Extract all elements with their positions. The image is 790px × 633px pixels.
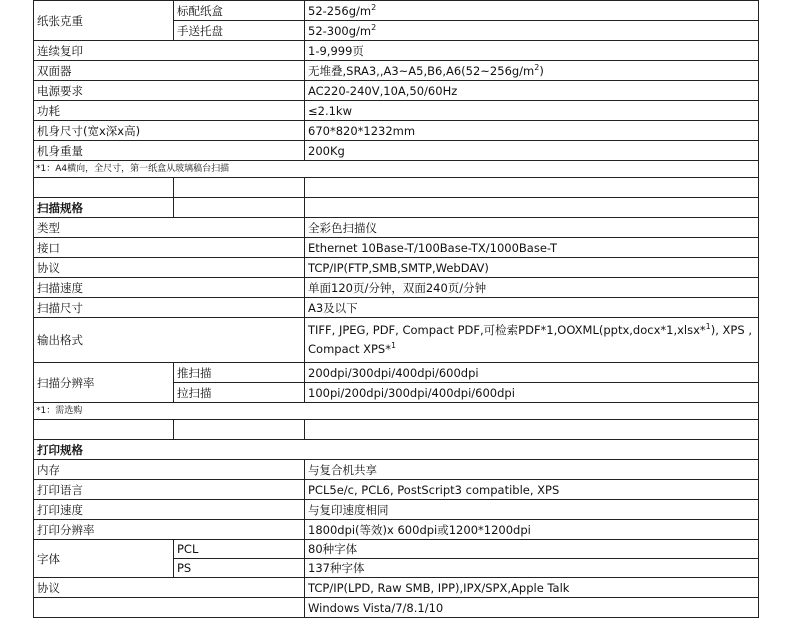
table-row <box>34 460 759 480</box>
spec-label: 连续复印 <box>34 41 305 61</box>
empty-cell <box>174 198 305 218</box>
table-row <box>34 141 759 161</box>
spec-sublabel: PCL <box>174 540 305 559</box>
spec-label: 机身重量 <box>34 141 305 161</box>
table-row <box>34 598 759 618</box>
spec-label: 功耗 <box>34 101 305 121</box>
spec-value: 137种字体 <box>305 559 759 578</box>
table-row <box>34 41 759 61</box>
spec-sublabel: 手送托盘 <box>174 21 305 41</box>
spec-label: 协议 <box>34 258 305 278</box>
table-row <box>34 520 759 540</box>
table-row <box>34 238 759 258</box>
spec-label: 打印分辨率 <box>34 520 305 540</box>
section-title: 打印规格 <box>34 440 759 460</box>
section-header-row <box>34 198 759 218</box>
spec-value: 与复合机共享 <box>305 460 759 480</box>
table-row <box>34 363 759 383</box>
table-row <box>34 121 759 141</box>
table-row <box>34 500 759 520</box>
table-row <box>34 403 759 420</box>
spec-value: Ethernet 10Base-T/100Base-TX/1000Base-T <box>305 238 759 258</box>
spec-label: 内存 <box>34 460 305 480</box>
spec-label: 字体 <box>34 540 174 578</box>
table-row <box>34 318 759 363</box>
spec-value: 100pi/200dpi/300dpi/400dpi/600dpi <box>305 383 759 403</box>
empty-cell <box>305 198 759 218</box>
spec-value: 全彩色扫描仪 <box>305 218 759 238</box>
spec-sublabel: 标配纸盒 <box>174 1 305 21</box>
spec-value: AC220-240V,10A,50/60Hz <box>305 81 759 101</box>
spec-value: 200Kg <box>305 141 759 161</box>
spec-value: Windows Vista/7/8.1/10 <box>305 598 759 618</box>
spec-value: 1800dpi(等效)x 600dpi或1200*1200dpi <box>305 520 759 540</box>
spec-value: PCL5e/c, PCL6, PostScript3 compatible, XPS <box>305 480 759 500</box>
empty-cell <box>34 420 174 440</box>
spec-label: 接口 <box>34 238 305 258</box>
spec-label: 扫描速度 <box>34 278 305 298</box>
empty-cell <box>34 178 174 198</box>
spec-label: 输出格式 <box>34 318 305 363</box>
spec-value: $52-256g/m^2$ <box>305 1 759 21</box>
table-row <box>34 161 759 178</box>
spec-value: 无堆叠$,SRA3,,A3\sim A5,B6,A6(52\sim 256g/m^2)$ <box>305 61 759 81</box>
table-row <box>34 218 759 238</box>
empty-cell <box>174 420 305 440</box>
spec-table <box>33 0 759 618</box>
table-row-empty <box>34 420 759 440</box>
spec-value: TCP/IP(FTP,SMB,SMTP,WebDAV) <box>305 258 759 278</box>
section-header-row <box>34 440 759 460</box>
empty-cell <box>305 178 759 198</box>
spec-sublabel: PS <box>174 559 305 578</box>
empty-cell <box>34 598 305 618</box>
spec-value: 80种字体 <box>305 540 759 559</box>
spec-value: 200dpi/300dpi/400dpi/600dpi <box>305 363 759 383</box>
spec-value: ≤2.1kw <box>305 101 759 121</box>
spec-label: 双面器 <box>34 61 305 81</box>
spec-label: 电源要求 <box>34 81 305 101</box>
table-row <box>34 61 759 81</box>
table-row <box>34 258 759 278</box>
table-row <box>34 298 759 318</box>
spec-label: 扫描分辨率 <box>34 363 174 403</box>
footnote: *1：A4横向，全尺寸，第一纸盒从玻璃稿台扫描 <box>34 161 759 178</box>
table-row <box>34 81 759 101</box>
spec-value: TCP/IP(LPD, Raw SMB, IPP),IPX/SPX,Apple Talk <box>305 578 759 598</box>
spec-value: 与复印速度相同 <box>305 500 759 520</box>
footnote: *1：需选购 <box>34 403 759 420</box>
spec-label: 机身尺寸(宽x深x高) <box>34 121 305 141</box>
spec-value: 单面120页/分钟，双面240页/分钟 <box>305 278 759 298</box>
spec-label: 纸张克重 <box>34 1 174 41</box>
table-row <box>34 578 759 598</box>
empty-cell <box>174 178 305 198</box>
spec-value: A3及以下 <box>305 298 759 318</box>
table-row-empty <box>34 178 759 198</box>
spec-sublabel: 推扫描 <box>174 363 305 383</box>
table-row <box>34 278 759 298</box>
spec-label: 打印速度 <box>34 500 305 520</box>
section-title: 扫描规格 <box>34 198 174 218</box>
spec-label: 扫描尺寸 <box>34 298 305 318</box>
spec-sheet <box>33 0 758 618</box>
table-row <box>34 1 759 21</box>
spec-label: 打印语言 <box>34 480 305 500</box>
empty-cell <box>305 420 759 440</box>
spec-label: 类型 <box>34 218 305 238</box>
spec-value: $52-300g/m^2$ <box>305 21 759 41</box>
spec-value: 1-9,999页 <box>305 41 759 61</box>
spec-sublabel: 拉扫描 <box>174 383 305 403</box>
table-row <box>34 480 759 500</box>
spec-label: 协议 <box>34 578 305 598</box>
spec-value: 670*820*1232mm <box>305 121 759 141</box>
table-row <box>34 540 759 559</box>
table-row <box>34 101 759 121</box>
spec-value: TIFF, JPEG, PDF, Compact PDF,可检索PDF*1,OOXML(pptx,docx*1,xlsx*$^1$), XPS , Compact XPS*$^1$ <box>305 318 759 363</box>
